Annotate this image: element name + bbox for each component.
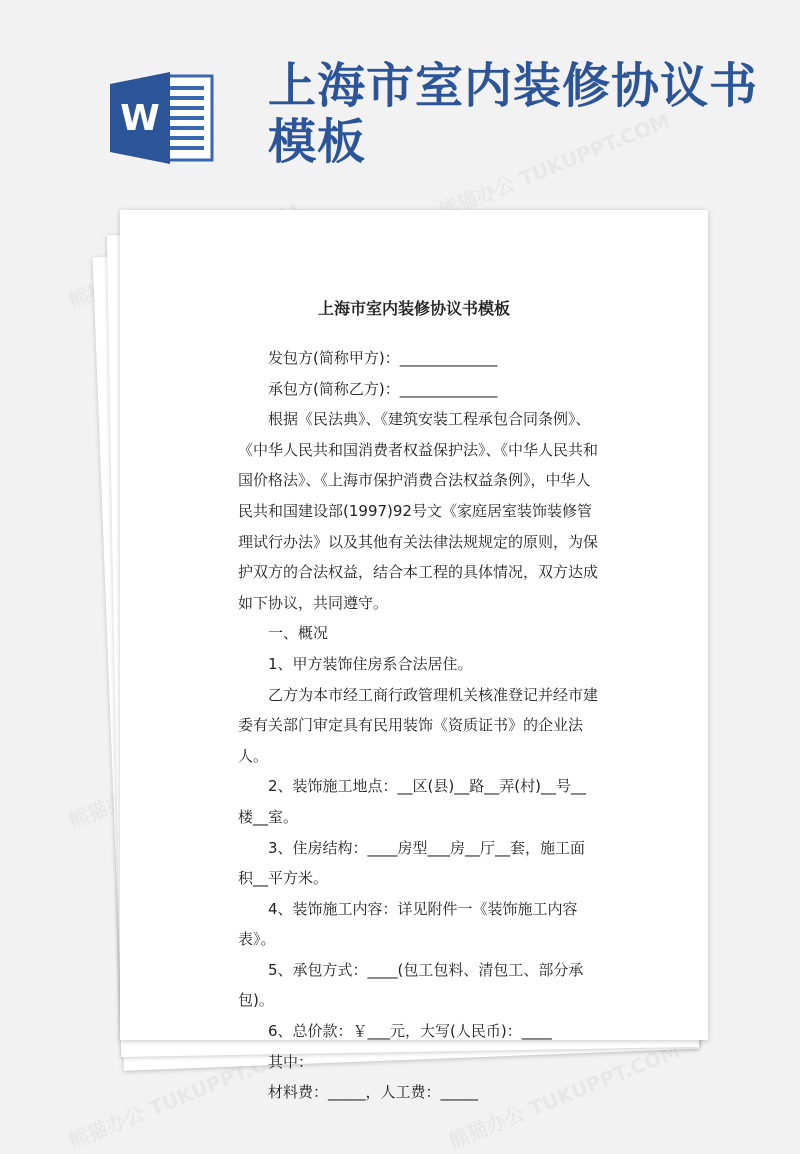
clause: 1、甲方装饰住房系合法居住。 (268, 654, 473, 673)
page-title-line-1: 上海市室内装修协议书 (268, 58, 759, 114)
preamble-paragraph: 根据《民法典》、《建筑安装工程承包合同条例》、《中华人民共和国消费者权益保护法》、《中华人民共和国价格法》、《上海市保护消费合法权益条例》，中华人民共和国建设部(1997)92号文《家庭居室装饰装修管理试行办法》以及其他有关法律法规规定的原则，为保护双方的合法权益，结合本工程的具体情况，双方达成如下协议，共同遵守。 (238, 410, 599, 612)
document-title: 上海市室内装修协议书模板 (317, 299, 510, 318)
clause: 4、装饰施工内容：详见附件一《装饰施工内容表》。 (238, 899, 578, 949)
page-header (0, 0, 800, 200)
party-b-line: 承包方(简称乙方)：_____________ (268, 379, 498, 398)
party-a-line: 发包方(简称甲方)：_____________ (268, 349, 498, 367)
clause: 3、住房结构：____房型___房__厅__套，施工面积__平方米。 (238, 838, 586, 888)
svg-text:W: W (120, 98, 160, 139)
word-document-icon (110, 72, 214, 164)
clause: 2、装饰施工地点：__区(县)__路__弄(村)__号__楼__室。 (238, 777, 586, 826)
clause: 乙方为本市经工商行政管理机关核准登记并经市建委有关部门审定具有民用装饰《资质证书》的企业法人。 (238, 685, 599, 765)
clause: 材料费：_____，人工费：_____ (268, 1083, 479, 1102)
clause: 其中： (268, 1052, 314, 1071)
page-title-line-2: 模板 (268, 114, 367, 170)
document-body (238, 343, 598, 1108)
page-title (268, 58, 788, 170)
document-page (120, 210, 708, 1102)
clause: 6、总价款：￥___元，大写(人民币)：____ (268, 1022, 552, 1041)
section-heading: 一、概况 (268, 624, 329, 643)
clause: 5、承包方式：____(包工包料、清包工、部分承包)。 (238, 960, 584, 1010)
